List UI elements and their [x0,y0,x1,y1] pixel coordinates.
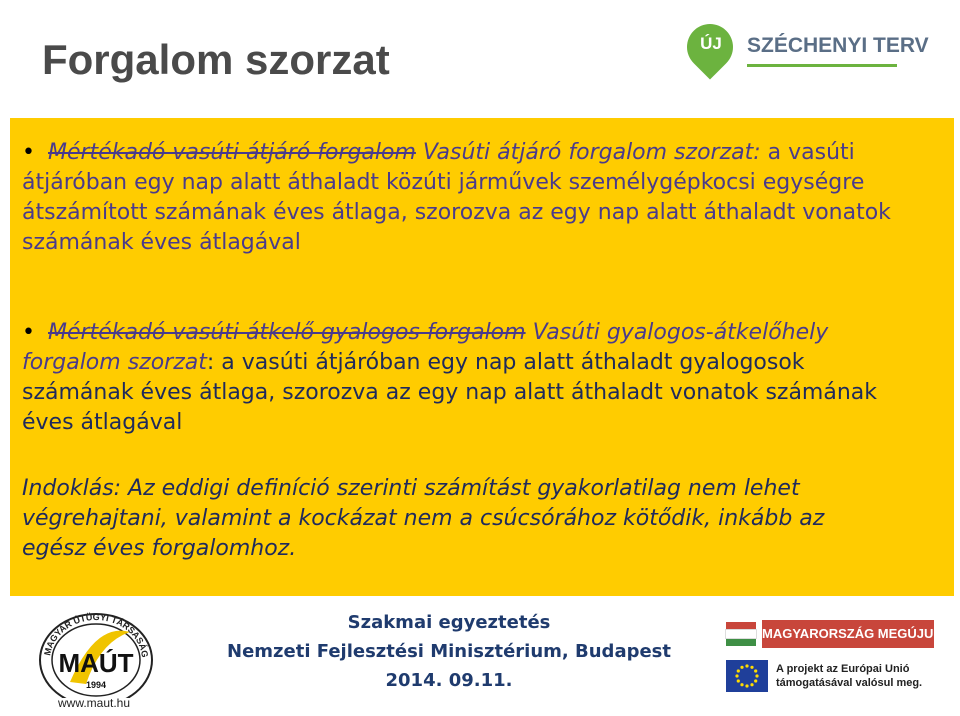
eu-support-text [776,662,922,690]
definition-body: : a vasúti átjáróban egy nap alatt áthaladt gyalogosok számának éves átlaga, szorozva az egy nap alatt áthaladt vonatok számának éves átlagával [22,350,878,435]
definition-body: a vasúti átjáróban egy nap alatt áthaladt közúti járművek személygépkocsi egységre átszámított számának éves átlaga, szorozva az egy nap alatt áthaladt vonatok számának éves átlagával [22,140,891,255]
eu-line-1: A projekt az Európai Unió [776,663,910,675]
logo-badge: ÚJ [700,34,722,53]
struck-term: Mértékadó vasúti átkelő gyalogos forgalom [48,320,526,345]
logo-underline [747,64,897,67]
maut-emblem-icon [30,602,160,698]
svg-text:1994: 1994 [85,680,107,690]
magyarorszag-megujul-logo [726,616,952,656]
szechenyi-terv-logo [687,24,929,84]
logo-text: SZÉCHENYI TERV [747,34,929,57]
footer-line-2: Nemzeti Fejlesztési Minisztérium, Budapest [227,641,671,662]
page-title: Forgalom szorzat [42,36,390,83]
hungarian-flag-icon [726,622,756,646]
content-box [10,118,954,596]
footer-event-info [196,608,702,695]
struck-term: Mértékadó vasúti átjáró forgalom [48,140,416,165]
footer-line-3: 2014. 09.11. [385,670,513,691]
maut-url[interactable]: www.maut.hu [58,696,131,710]
maut-logo [30,602,160,714]
new-term: Vasúti átjáró forgalom szorzat: [422,140,761,165]
justification-paragraph: Indoklás: Az eddigi definíció szerinti számítást gyakorlatilag nem lehet végrehajtani, valamint a kockázat nem a csúcsórához kötődik, inkább az egész éves forgalomhoz. [22,476,825,561]
svg-text:MAÚT: MAÚT [58,648,134,678]
mm-banner: MAGYARORSZÁG MEGÚJUL [762,620,934,648]
svg-text:MAGYAR ÚTÜGYI TÁRSASÁG: MAGYAR ÚTÜGYI TÁRSASÁG [42,611,151,659]
footer-line-1: Szakmai egyeztetés [347,612,551,633]
bullet: • [22,320,35,345]
definition-paragraph-1 [22,138,892,258]
bullet: • [22,140,35,165]
eu-line-2: támogatásával valósul meg. [776,677,923,689]
definition-paragraph-2 [22,318,892,438]
eu-support-logo [726,656,952,700]
eu-flag-icon [726,660,768,692]
new-term: Vasúti gyalogos-átkelőhely forgalom szorzat [22,320,829,375]
